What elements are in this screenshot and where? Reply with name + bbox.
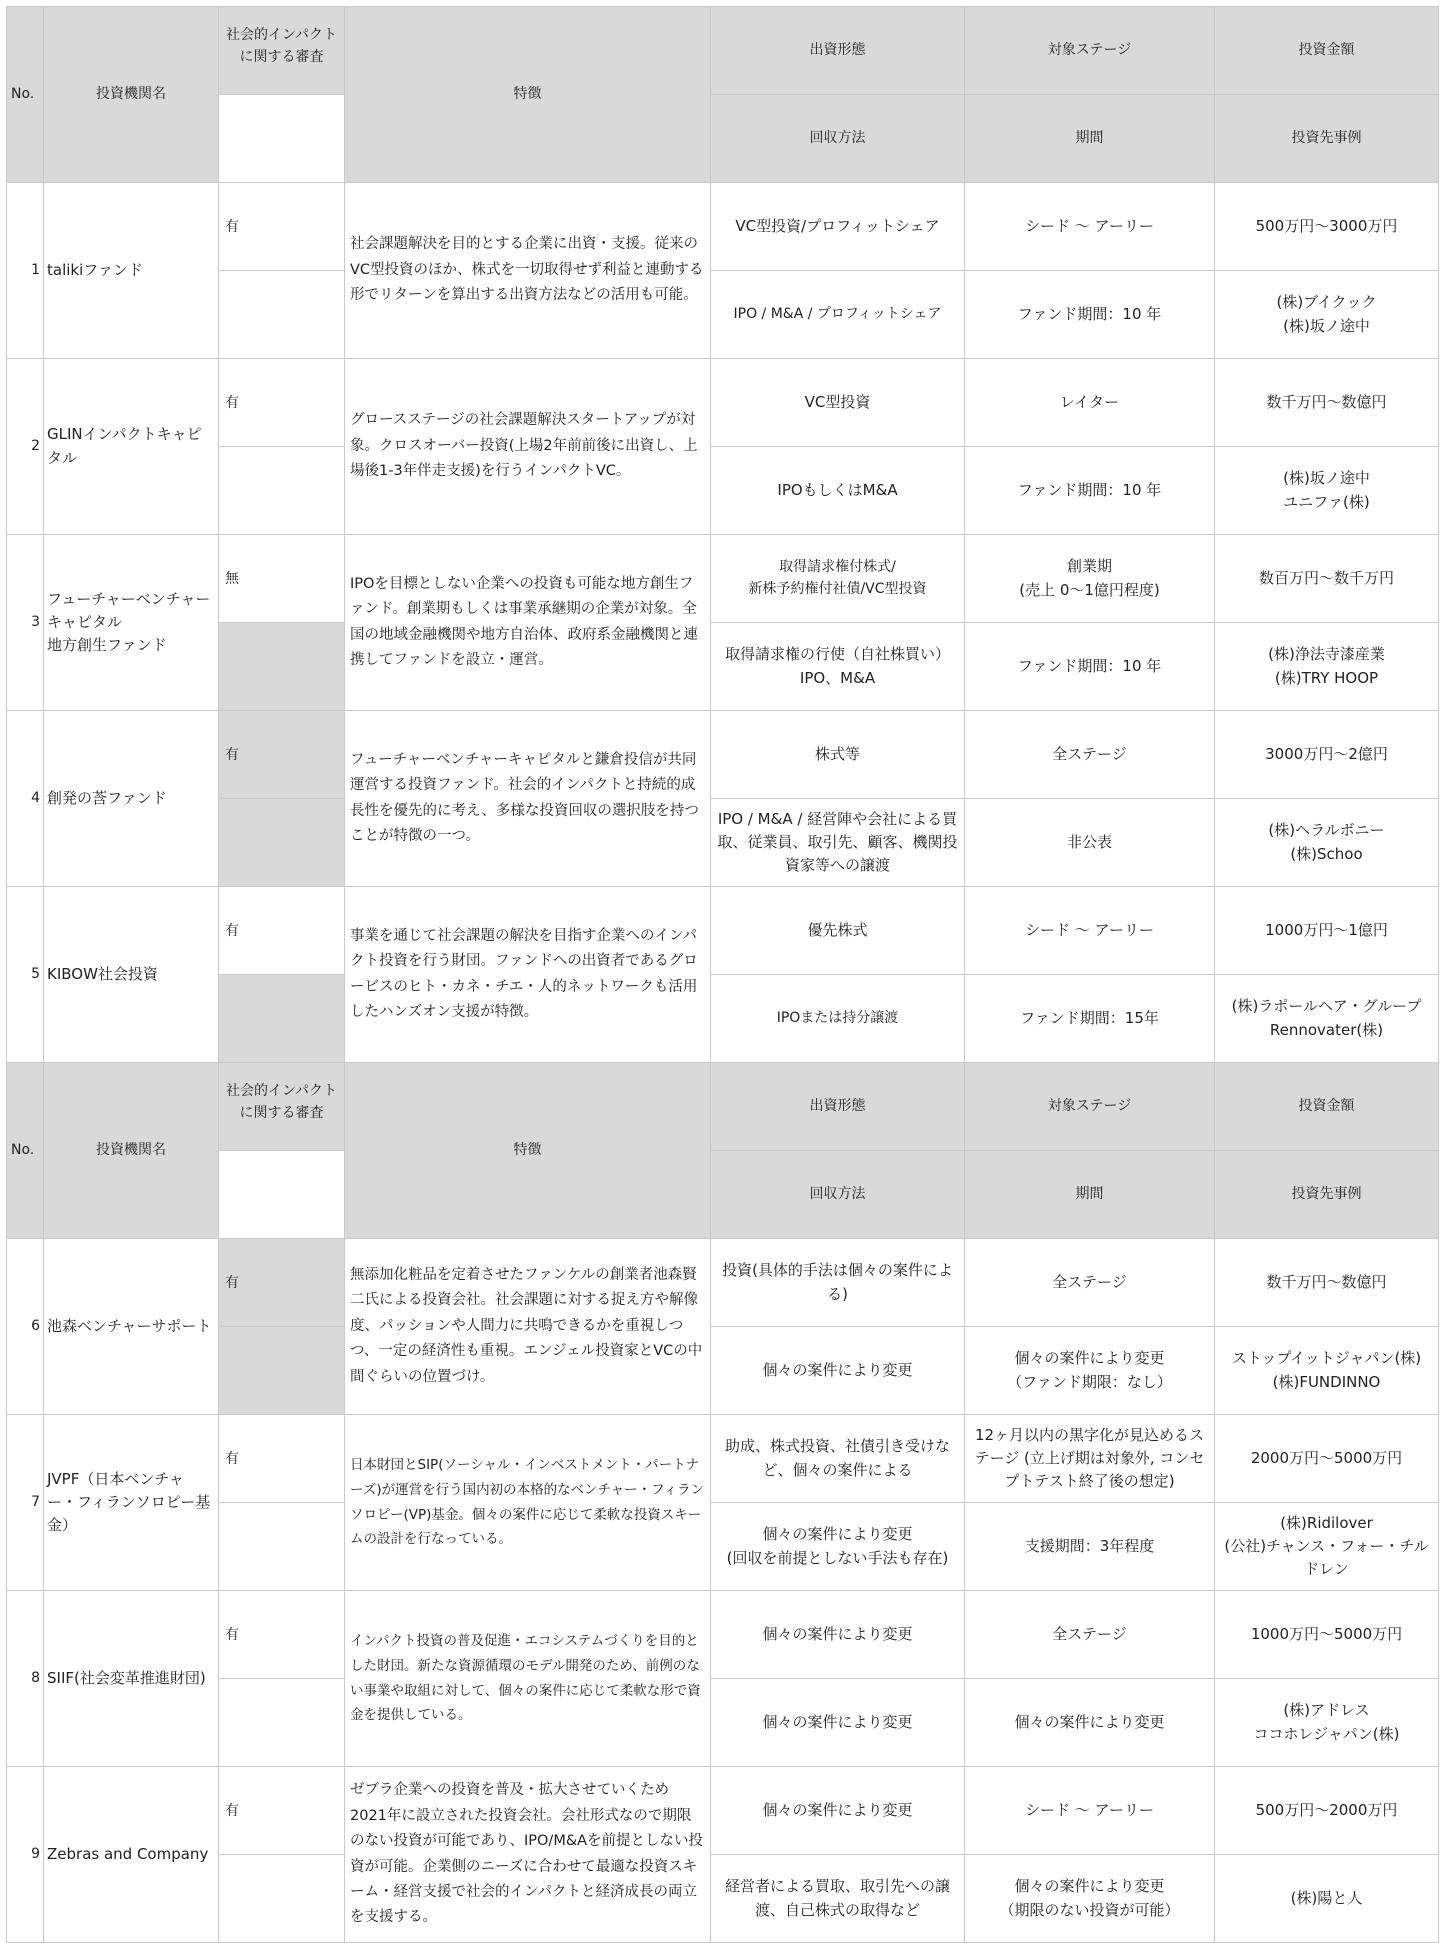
table-row-sub	[7, 447, 1439, 535]
exit-method: IPO / M&A / プロフィットシェア	[711, 271, 965, 359]
header-no: No.	[7, 7, 44, 183]
impact-fund-table	[6, 6, 1439, 1943]
investment-amount: 500万円〜2000万円	[1215, 1767, 1439, 1855]
holding-period: ファンド期間：10 年	[965, 271, 1215, 359]
target-stage: シード 〜 アーリー	[965, 1767, 1215, 1855]
table-row-sub	[7, 1327, 1439, 1415]
holding-period: ファンド期間：10 年	[965, 447, 1215, 535]
header-period: 期間	[965, 95, 1215, 183]
exit-method: 個々の案件により変更 (回収を前提としない手法も存在)	[711, 1503, 965, 1591]
holding-period: 個々の案件により変更	[965, 1679, 1215, 1767]
exit-method: 個々の案件により変更	[711, 1679, 965, 1767]
investment-amount: 1000万円〜1億円	[1215, 887, 1439, 975]
target-stage: 12ヶ月以内の黒字化が見込めるステージ (立上げ期は対象外, コンセプトテスト終了後の想定)	[965, 1415, 1215, 1503]
table-row-sub	[7, 799, 1439, 887]
table-row	[7, 1767, 1439, 1855]
portfolio-examples: (株)Ridilover (公社)チャンス・フォー・チルドレン	[1215, 1503, 1439, 1591]
header-examples: 投資先事例	[1215, 95, 1439, 183]
holding-period: 非公表	[965, 799, 1215, 887]
header-amount: 投資金額	[1215, 7, 1439, 95]
investment-amount: 数千万円〜数億円	[1215, 1239, 1439, 1327]
fund-name: talikiファンド	[44, 183, 219, 359]
header-period: 期間	[965, 1151, 1215, 1239]
table-row	[7, 183, 1439, 271]
impact-review-flag: 有	[219, 887, 345, 975]
header-no: No.	[7, 1063, 44, 1239]
row-number: 4	[7, 711, 44, 887]
row-number: 5	[7, 887, 44, 1063]
target-stage: シード 〜 アーリー	[965, 183, 1215, 271]
fund-feature: ゼブラ企業への投資を普及・拡大させていくため2021年に設立された投資会社。会社形式なので期限のない投資が可能であり、IPO/M&Aを前提としない投資が可能。企業側のニーズに合わせて最適な投資スキーム・経営支援で社会的インパクトと経済成長の両立を支援する。	[345, 1767, 711, 1943]
table-row-sub	[7, 1503, 1439, 1591]
portfolio-examples: (株)ヘラルボニー (株)Schoo	[1215, 799, 1439, 887]
fund-name: GLINインパクトキャピタル	[44, 359, 219, 535]
header-feature: 特徴	[345, 1063, 711, 1239]
row-number: 3	[7, 535, 44, 711]
investment-form: VC型投資/プロフィットシェア	[711, 183, 965, 271]
table-row	[7, 1239, 1439, 1327]
fund-name: Zebras and Company	[44, 1767, 219, 1943]
impact-review-flag: 有	[219, 1415, 345, 1503]
exit-method: IPO / M&A / 経営陣や会社による買取、従業員、取引先、顧客、機関投資家等への譲渡	[711, 799, 965, 887]
target-stage: 全ステージ	[965, 1239, 1215, 1327]
holding-period: 個々の案件により変更 （ファンド期限：なし）	[965, 1327, 1215, 1415]
portfolio-examples: (株)陽と人	[1215, 1855, 1439, 1943]
header-form: 出資形態	[711, 7, 965, 95]
holding-period: 支援期間：3年程度	[965, 1503, 1215, 1591]
investment-form: 取得請求権付株式/ 新株予約権付社債/VC型投資	[711, 535, 965, 623]
header-row-bottom	[7, 1151, 1439, 1239]
row-number: 9	[7, 1767, 44, 1943]
impact-review-blank	[219, 799, 345, 887]
fund-feature: 日本財団とSIP(ソーシャル・インベストメント・パートナーズ)が運営を行う国内初の本格的なベンチャー・フィランソロピー(VP)基金。個々の案件に応じて柔軟な投資スキームの設計を行なっている。	[345, 1415, 711, 1591]
investment-amount: 3000万円〜2億円	[1215, 711, 1439, 799]
impact-review-blank	[219, 1855, 345, 1943]
header-name: 投資機関名	[44, 7, 219, 183]
holding-period: ファンド期間：10 年	[965, 623, 1215, 711]
impact-review-blank	[219, 975, 345, 1063]
row-number: 6	[7, 1239, 44, 1415]
fund-name: KIBOW社会投資	[44, 887, 219, 1063]
target-stage: シード 〜 アーリー	[965, 887, 1215, 975]
investment-form: 個々の案件により変更	[711, 1591, 965, 1679]
header-form: 出資形態	[711, 1063, 965, 1151]
table-row	[7, 1591, 1439, 1679]
fund-name: SIIF(社会変革推進財団)	[44, 1591, 219, 1767]
target-stage: 全ステージ	[965, 1591, 1215, 1679]
fund-name: 創発の莟ファンド	[44, 711, 219, 887]
impact-review-blank	[219, 623, 345, 711]
impact-review-flag: 有	[219, 711, 345, 799]
impact-review-blank	[219, 1679, 345, 1767]
header-amount: 投資金額	[1215, 1063, 1439, 1151]
row-number: 2	[7, 359, 44, 535]
fund-name: 池森ベンチャーサポート	[44, 1239, 219, 1415]
fund-feature: インパクト投資の普及促進・エコシステムづくりを目的とした財団。新たな資源循環のモデル開発のため、前例のない事業や取組に対して、個々の案件に応じて柔軟な形で資金を提供している。	[345, 1591, 711, 1767]
exit-method: 経営者による買取、取引先への譲渡、自己株式の取得など	[711, 1855, 965, 1943]
impact-review-flag: 有	[219, 1767, 345, 1855]
impact-review-flag: 有	[219, 183, 345, 271]
fund-feature: IPOを目標としない企業への投資も可能な地方創生ファンド。創業期もしくは事業承継期の企業が対象。全国の地域金融機関や地方自治体、政府系金融機関と連携してファンドを設立・運営。	[345, 535, 711, 711]
exit-method: 取得請求権の行使（自社株買い） IPO、M&A	[711, 623, 965, 711]
investment-form: VC型投資	[711, 359, 965, 447]
fund-feature: 社会課題解決を目的とする企業に出資・支援。従来のVC型投資のほか、株式を一切取得せず利益と連動する形でリターンを算出する出資方法などの活用も可能。	[345, 183, 711, 359]
table-row-sub	[7, 623, 1439, 711]
investment-amount: 1000万円〜5000万円	[1215, 1591, 1439, 1679]
exit-method: IPOまたは持分譲渡	[711, 975, 965, 1063]
impact-review-blank	[219, 447, 345, 535]
portfolio-examples: (株)ブイクック (株)坂ノ途中	[1215, 271, 1439, 359]
table-row	[7, 887, 1439, 975]
fund-feature: フューチャーベンチャーキャピタルと鎌倉投信が共同運営する投資ファンド。社会的インパクトと持続的成長性を優先的に考え、多様な投資回収の選択肢を持つことが特徴の一つ。	[345, 711, 711, 887]
table-row	[7, 535, 1439, 623]
investment-form: 助成、株式投資、社債引き受けなど、個々の案件による	[711, 1415, 965, 1503]
header-impact-blank	[219, 95, 345, 183]
header-stage: 対象ステージ	[965, 1063, 1215, 1151]
impact-review-flag: 有	[219, 359, 345, 447]
investment-form: 投資(具体的手法は個々の案件による)	[711, 1239, 965, 1327]
investment-amount: 500万円〜3000万円	[1215, 183, 1439, 271]
investment-form: 優先株式	[711, 887, 965, 975]
target-stage: 全ステージ	[965, 711, 1215, 799]
header-impact: 社会的インパクト に関する審査	[219, 1063, 345, 1151]
fund-name: JVPF（日本ベンチャー・フィランソロピー基金）	[44, 1415, 219, 1591]
investment-form: 株式等	[711, 711, 965, 799]
impact-review-blank	[219, 1503, 345, 1591]
header-impact-blank	[219, 1151, 345, 1239]
impact-review-flag: 無	[219, 535, 345, 623]
header-impact: 社会的インパクト に関する審査	[219, 7, 345, 95]
portfolio-examples: (株)坂ノ途中 ユニファ(株)	[1215, 447, 1439, 535]
header-exit: 回収方法	[711, 95, 965, 183]
table-row	[7, 359, 1439, 447]
table-row-sub	[7, 1679, 1439, 1767]
table-row-sub	[7, 1855, 1439, 1943]
header-row-bottom	[7, 95, 1439, 183]
holding-period: 個々の案件により変更 （期限のない投資が可能）	[965, 1855, 1215, 1943]
fund-feature: 無添加化粧品を定着させたファンケルの創業者池森賢二氏による投資会社。社会課題に対する捉え方や解像度、パッションや人間力に共鳴できるかを重視しつつ、一定の経済性も重視。エンジェル投資家とVCの中間ぐらいの位置づけ。	[345, 1239, 711, 1415]
portfolio-examples: (株)ラポールヘア・グループ Rennovater(株)	[1215, 975, 1439, 1063]
impact-review-blank	[219, 1327, 345, 1415]
fund-name: フューチャーベンチャーキャピタル 地方創生ファンド	[44, 535, 219, 711]
table-row	[7, 711, 1439, 799]
header-exit: 回収方法	[711, 1151, 965, 1239]
target-stage: 創業期 (売上 0〜1億円程度)	[965, 535, 1215, 623]
investment-amount: 2000万円〜5000万円	[1215, 1415, 1439, 1503]
row-number: 7	[7, 1415, 44, 1591]
table-row-sub	[7, 975, 1439, 1063]
holding-period: ファンド期間：15年	[965, 975, 1215, 1063]
header-examples: 投資先事例	[1215, 1151, 1439, 1239]
header-row-top	[7, 7, 1439, 95]
portfolio-examples: ストップイットジャパン(株) (株)FUNDINNO	[1215, 1327, 1439, 1415]
impact-review-blank	[219, 271, 345, 359]
portfolio-examples: (株)アドレス ココホレジャパン(株)	[1215, 1679, 1439, 1767]
header-feature: 特徴	[345, 7, 711, 183]
row-number: 8	[7, 1591, 44, 1767]
table-row	[7, 1415, 1439, 1503]
header-name: 投資機関名	[44, 1063, 219, 1239]
target-stage: レイター	[965, 359, 1215, 447]
investment-amount: 数百万円〜数千万円	[1215, 535, 1439, 623]
row-number: 1	[7, 183, 44, 359]
header-row-top	[7, 1063, 1439, 1151]
investment-form: 個々の案件により変更	[711, 1767, 965, 1855]
fund-feature: グロースステージの社会課題解決スタートアップが対象。クロスオーバー投資(上場2年前前後に出資し、上場後1-3年伴走支援)を行うインパクトVC。	[345, 359, 711, 535]
table-row-sub	[7, 271, 1439, 359]
fund-feature: 事業を通じて社会課題の解決を目指す企業へのインパクト投資を行う財団。ファンドへの出資者であるグロービスのヒト・カネ・チエ・人的ネットワークも活用したハンズオン支援が特徴。	[345, 887, 711, 1063]
exit-method: 個々の案件により変更	[711, 1327, 965, 1415]
exit-method: IPOもしくはM&A	[711, 447, 965, 535]
impact-review-flag: 有	[219, 1591, 345, 1679]
portfolio-examples: (株)浄法寺漆産業 (株)TRY HOOP	[1215, 623, 1439, 711]
impact-review-flag: 有	[219, 1239, 345, 1327]
header-stage: 対象ステージ	[965, 7, 1215, 95]
investment-amount: 数千万円〜数億円	[1215, 359, 1439, 447]
